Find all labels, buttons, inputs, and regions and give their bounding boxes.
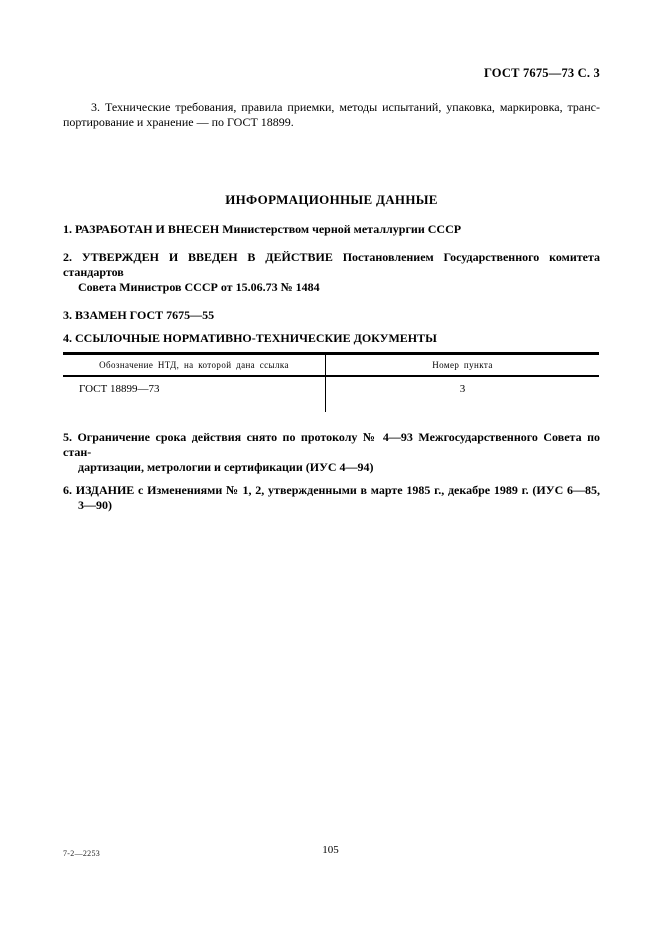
reference-documents-table <box>63 352 599 412</box>
reference-table-body <box>63 376 599 412</box>
table-cell-ntd-designation: ГОСТ 18899—73 <box>63 376 326 412</box>
intro-paragraph-line-2: портирование и хранение — по ГОСТ 18899. <box>63 115 294 129</box>
page-number: 105 <box>322 844 339 856</box>
printers-order-mark: 7-2—2253 <box>63 849 101 858</box>
table-header-ntd-designation: Обозначение НТД, на которой дана ссылка <box>63 354 326 377</box>
section-title-informational-data: ИНФОРМАЦИОННЫЕ ДАННЫЕ <box>225 192 438 207</box>
table-header-clause-number: Номер пункта <box>326 354 600 377</box>
info-item-2-line-2: Совета Министров СССР от 15.06.73 № 1484 <box>78 280 320 294</box>
info-item-4-line-1: 4. ССЫЛОЧНЫЕ НОРМАТИВНО-ТЕХНИЧЕСКИЕ ДОКУМЕНТЫ <box>63 331 437 345</box>
info-item-5-line-1: 5. Ограничение срока действия снято по протоколу № 4—93 Межгосударственного Совета по стан- <box>63 430 600 459</box>
intro-paragraph <box>63 100 600 130</box>
running-head-gost-number: ГОСТ 7675—73 С. 3 <box>483 66 600 80</box>
table-cell-clause-number: 3 <box>459 383 466 395</box>
info-item-5-line-2: дартизации, метрологии и сертификации (ИУС 4—94) <box>78 460 374 474</box>
info-item-1-line-1: 1. РАЗРАБОТАН И ВНЕСЕН Министерством черной металлургии СССР <box>63 222 462 236</box>
table-header-row <box>63 354 599 377</box>
info-item-6-edition <box>63 483 600 513</box>
info-item-3-replaces <box>63 308 600 323</box>
info-item-2-line-1: 2. УТВЕРЖДЕН И ВВЕДЕН В ДЕЙСТВИЕ Постановлением Государственного комитета стандартов <box>63 250 600 279</box>
intro-paragraph-line-1: 3. Технические требования, правила приемки, методы испытаний, упаковка, маркировка, транс- <box>91 100 600 114</box>
info-item-6-line-2: 3—90) <box>78 498 112 512</box>
info-item-4-reference-documents <box>63 331 600 346</box>
reference-table-header <box>63 354 599 377</box>
info-item-5-validity-limit <box>63 430 600 475</box>
info-item-3-line-1: 3. ВЗАМЕН ГОСТ 7675—55 <box>63 308 215 322</box>
info-item-1-developed <box>63 222 600 237</box>
info-item-2-approved <box>63 250 600 295</box>
table-row <box>63 376 599 412</box>
info-item-6-line-1: 6. ИЗДАНИЕ с Изменениями № 1, 2, утвержденными в марте 1985 г., декабре 1989 г. (ИУС 6—85, <box>63 483 600 497</box>
